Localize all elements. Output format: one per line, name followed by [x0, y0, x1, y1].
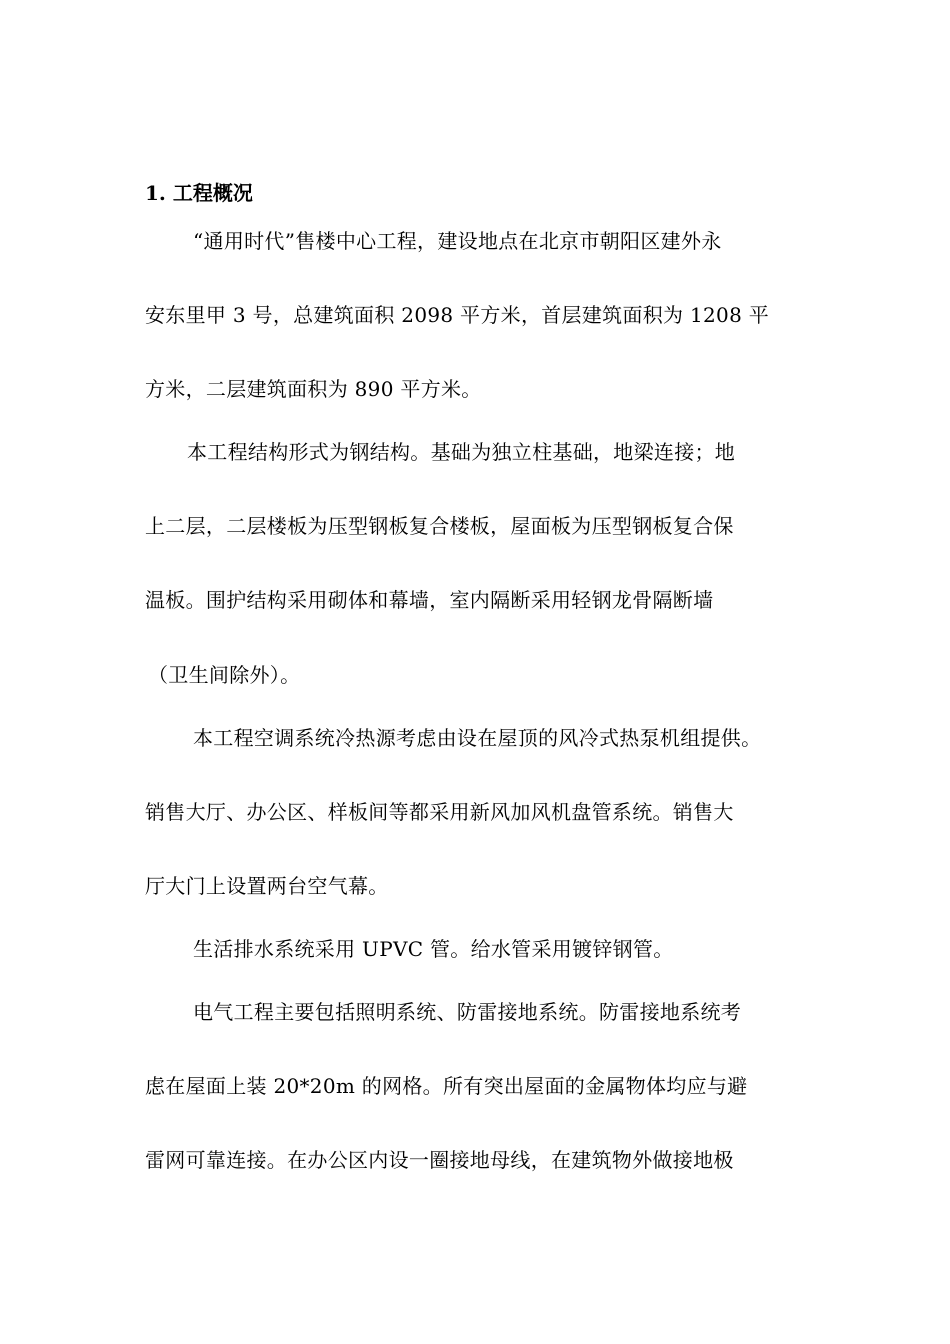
paragraph-line: 上二层，二层楼板为压型钢板复合楼板，屋面板为压型钢板复合保 — [145, 514, 734, 538]
paragraph-line: 安东里甲 3 号，总建筑面积 2098 平方米，首层建筑面积为 1208 平 — [145, 303, 770, 327]
paragraph-line: 电气工程主要包括照明系统、防雷接地系统。防雷接地系统考 — [193, 1000, 742, 1024]
section-heading: 1. 工程概况 — [145, 181, 253, 205]
paragraph-line: 生活排水系统采用 UPVC 管。给水管采用镀锌钢管。 — [193, 937, 674, 961]
paragraph-line: 本工程空调系统冷热源考虑由设在屋顶的风冷式热泵机组提供。 — [193, 726, 762, 750]
paragraph-line: “通用时代”售楼中心工程，建设地点在北京市朝阳区建外永 — [193, 229, 722, 253]
paragraph-line: 温板。围护结构采用砌体和幕墙，室内隔断采用轻钢龙骨隔断墙 — [145, 588, 714, 612]
paragraph-line: 厅大门上设置两台空气幕。 — [145, 874, 389, 898]
paragraph-line: 方米，二层建筑面积为 890 平方米。 — [145, 377, 482, 401]
paragraph-line: 本工程结构形式为钢结构。基础为独立柱基础，地梁连接；地 — [187, 440, 736, 464]
paragraph-line: 雷网可靠连接。在办公区内设一圈接地母线，在建筑物外做接地极 — [145, 1148, 734, 1172]
paragraph-line: 虑在屋面上装 20*20m 的网格。所有突出屋面的金属物体均应与避 — [145, 1074, 748, 1098]
paragraph-line: 销售大厅、办公区、样板间等都采用新风加风机盘管系统。销售大 — [145, 800, 734, 824]
paragraph-line: （卫生间除外）。 — [148, 663, 301, 687]
